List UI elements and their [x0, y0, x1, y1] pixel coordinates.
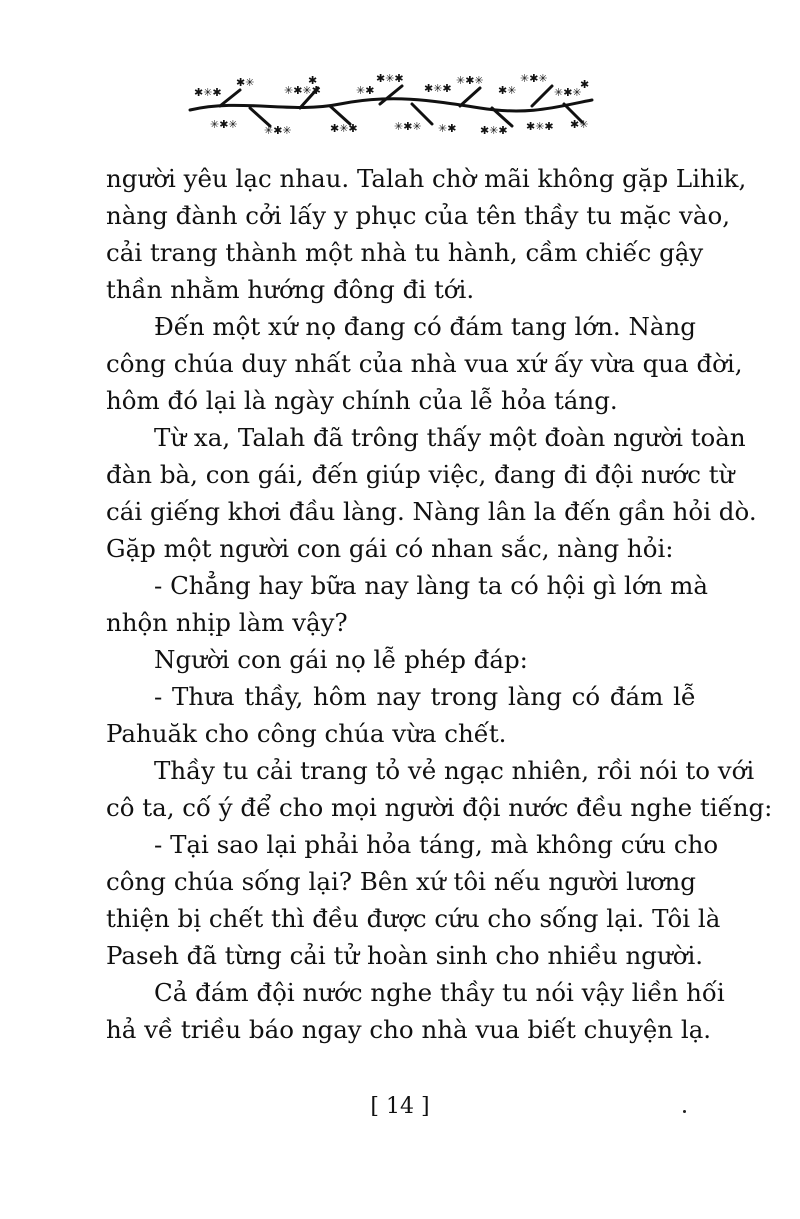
paragraph: [106, 974, 725, 1048]
paragraph: [106, 752, 773, 826]
svg-text:✳✱✳: ✳✱✳: [210, 118, 238, 131]
text-line: công chúa duy nhất của nhà vua xứ ấy vừa qua đời,: [106, 349, 743, 378]
paragraph: [106, 419, 757, 567]
text-line: - Chẳng hay bữa nay làng ta có hội gì lớn mà: [154, 571, 708, 600]
text-line: cải trang thành một nhà tu hành, cầm chiếc gậy: [106, 238, 704, 267]
paragraph: [106, 678, 696, 752]
floral-branch-ornament-icon: [180, 70, 600, 140]
text-line: Từ xa, Talah đã trông thấy một đoàn người toàn: [154, 423, 746, 452]
text-line: Gặp một người con gái có nhan sắc, nàng hỏi:: [106, 534, 674, 563]
svg-text:✱✳: ✱✳: [236, 76, 255, 89]
svg-text:✳✱✳: ✳✱✳: [520, 72, 548, 85]
text-line: nhộn nhịp làm vậy?: [106, 608, 348, 637]
text-line: Pahuăk cho công chúa vừa chết.: [106, 719, 507, 748]
text-line: cô ta, cố ý để cho mọi người đội nước đều nghe tiếng:: [106, 793, 773, 822]
svg-text:✱✳✱: ✱✳✱: [376, 72, 404, 85]
scan-speck: [683, 1110, 686, 1113]
svg-text:✳✱: ✳✱: [438, 122, 457, 135]
svg-text:✱✳✱: ✱✳✱: [424, 82, 452, 95]
body-text: [106, 160, 773, 1048]
page-number: [ 14 ]: [370, 1094, 430, 1119]
svg-text:✳✱✳: ✳✱✳: [394, 120, 422, 133]
svg-text:✱✳: ✱✳: [570, 118, 589, 131]
paragraph: [106, 641, 696, 678]
text-line: người yêu lạc nhau. Talah chờ mãi không gặp Lihik,: [106, 164, 747, 193]
svg-text:✳✱✳: ✳✱✳: [264, 124, 292, 137]
svg-text:✱✳✱: ✱✳✱: [480, 124, 508, 137]
svg-text:✱: ✱: [580, 78, 590, 91]
text-line: hôm đó lại là ngày chính của lễ hỏa táng.: [106, 386, 618, 415]
paragraph: [106, 826, 721, 974]
text-line: thiện bị chết thì đều được cứu cho sống lại. Tôi là: [106, 904, 721, 933]
text-line: Người con gái nọ lễ phép đáp:: [154, 645, 528, 674]
paragraph: [106, 567, 708, 641]
svg-text:✱✳✱: ✱✳✱: [194, 86, 222, 99]
text-line: Thầy tu cải trang tỏ vẻ ngạc nhiên, rồi nói to với: [154, 756, 755, 785]
text-line: cái giếng khơi đầu làng. Nàng lân la đến gần hỏi dò.: [106, 497, 757, 526]
svg-text:✱: ✱: [308, 74, 318, 87]
svg-text:✳✱✳✱: ✳✱✳✱: [284, 84, 321, 97]
paragraph: [106, 308, 743, 419]
svg-text:✱✳✱: ✱✳✱: [330, 122, 358, 135]
svg-text:✳✱: ✳✱: [356, 84, 375, 97]
text-line: Cả đám đội nước nghe thầy tu nói vậy liền hối: [154, 978, 725, 1007]
text-line: - Thưa thầy, hôm nay trong làng có đám lễ: [154, 682, 696, 711]
svg-text:✱✳✱: ✱✳✱: [526, 120, 554, 133]
svg-text:✱✳: ✱✳: [498, 84, 517, 97]
text-line: đàn bà, con gái, đến giúp việc, đang đi đội nước từ: [106, 460, 735, 489]
text-line: Đến một xứ nọ đang có đám tang lớn. Nàng: [154, 312, 696, 341]
svg-text:✳✱✳: ✳✱✳: [456, 74, 484, 87]
text-line: Paseh đã từng cải tử hoàn sinh cho nhiều người.: [106, 941, 704, 970]
paragraph: [106, 160, 747, 308]
text-line: thần nhằm hướng đông đi tới.: [106, 275, 475, 304]
text-line: hả về triều báo ngay cho nhà vua biết chuyện lạ.: [106, 1015, 712, 1044]
text-line: - Tại sao lại phải hỏa táng, mà không cứu cho: [154, 830, 719, 859]
svg-text:✳✱✳: ✳✱✳: [554, 86, 582, 99]
text-line: công chúa sống lại? Bên xứ tôi nếu người lương: [106, 867, 696, 896]
text-line: nàng đành cởi lấy y phục của tên thầy tu mặc vào,: [106, 201, 731, 230]
